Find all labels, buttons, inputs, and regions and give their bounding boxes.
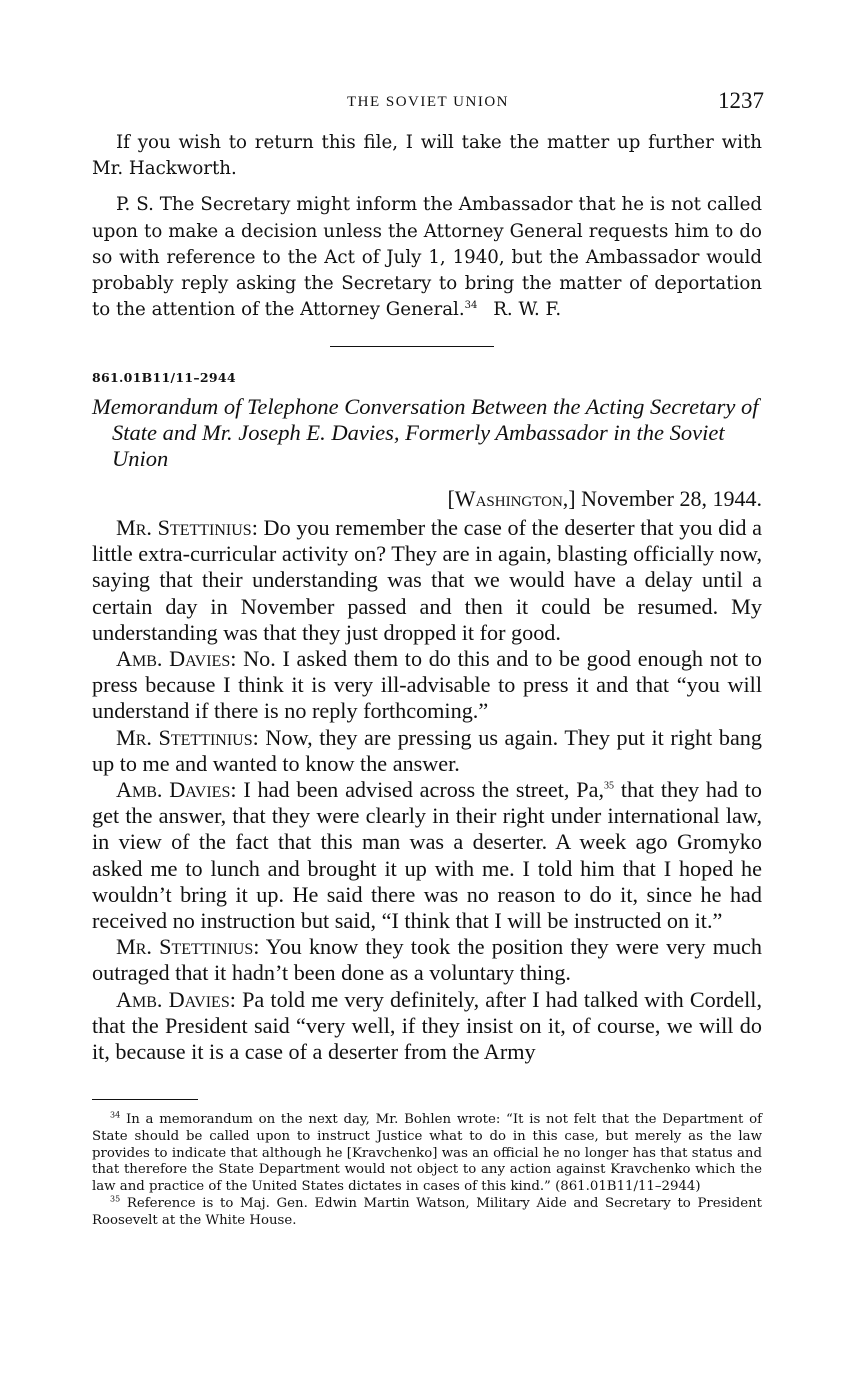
file-number: 861.01B11/11–2944 (92, 370, 236, 385)
paragraph-return-file: If you wish to return this file, I will take the matter up further with Mr. Hackworth. (92, 132, 762, 180)
postscript-text: P. S. The Secretary might inform the Ambassador that he is not called upon to make a decision unless the Attorney General requests him to do so with reference to the Act of July 1, 1940, but the Ambassador would probably reply asking the Secretary to bring the matter of deportation to the attention of the Attorney General. (92, 194, 762, 321)
page-header (92, 88, 764, 118)
exchange-text: No. I asked them to do this and to be good enough not to press because I think it is very ill-advisable to press it and that “you will understand if there is no reply forthcoming.” (92, 646, 762, 724)
dateline-place: [Washington,] (447, 486, 576, 511)
speaker-name: Mr. Stettinius (116, 724, 253, 750)
speaker-name: Mr. Stettinius (116, 934, 254, 960)
dateline-date: November 28, 1944. (581, 486, 762, 511)
conversation-transcript (92, 515, 762, 1065)
dateline (447, 486, 762, 512)
section-divider (330, 346, 494, 347)
footnote-number: 35 (110, 1194, 121, 1204)
speaker-name: Amb. Davies (116, 646, 231, 672)
exchange-text: Now, they are pressing us again. They put it right bang up to me and wanted to know the answer. (92, 724, 762, 776)
speaker-name: Amb. Davies (116, 986, 230, 1012)
opening-text (92, 130, 762, 323)
footnote-35 (92, 1196, 762, 1230)
exchange-text: I had been advised across the street, Pa, (243, 777, 604, 803)
exchange-paragraph: Amb. Davies: Pa told me very definitely, after I had talked with Cordell, that the President said “very well, if they insist on it, of course, we will do it, because it is a case of a deserter from the Army (92, 986, 762, 1065)
footnote-34 (92, 1112, 762, 1196)
exchange-paragraph: Amb. Davies: I had been advised across the street, Pa,$^{35}$ that they had to get the answer, that they were clearly in their right under international law, in view of the fact that this man was a deserter. A week ago Gromyko asked me to lunch and brought it up with me. I told him that I hoped he wouldn’t bring it up. He said there was no reason to do it, since he had received no instruction but said, “I think that I will be instructed on it.” (92, 777, 763, 934)
signature-initials: R. W. F. (493, 299, 562, 321)
speaker-name: Amb. Davies (116, 777, 231, 803)
exchange-paragraph: Amb. Davies: No. I asked them to do this and to be good enough not to press because I think it is very ill-advisable to press it and that “you will understand if there is no reply forthcoming.” (92, 646, 762, 724)
running-title: THE SOVIET UNION (346, 94, 510, 110)
postscript-paragraph (92, 192, 762, 323)
document-title: Memorandum of Telephone Conversation Between the Acting Secretary of State and Mr. Joseph E. Davies, Formerly Ambassador in the Soviet Union (92, 394, 759, 471)
footnote-text: In a memorandum on the next day, Mr. Bohlen wrote: “It is not felt that the Department of State should be called upon to instruct Justice what to do in this case, but merely as the law provides to indicate that although he [Kravchenko] was an official he no longer has that status and that therefore the State Department would not object to any action against Kravchenko which the law and practice of the United States dictates in cases of this kind.” (861.01B11/11–2944) (92, 1112, 763, 1195)
footnote-number: 34 (110, 1110, 121, 1120)
exchange-paragraph: Mr. Stettinius: Now, they are pressing us again. They put it right bang up to me and wanted to know the answer. (92, 724, 762, 776)
exchange-text: Pa told me very definitely, after I had talked with Cordell, that the President said “very well, if they insist on it, of course, we will do it, because it is a case of a deserter from the Army (92, 986, 762, 1065)
footnotes (92, 1112, 762, 1230)
exchange-paragraph: Mr. Stettinius: Do you remember the case of the deserter that you did a little extra-curricular activity on? They are in again, blasting officially now, saying that their understanding was that we would have a delay until a certain day in November passed and then it could be resumed. My understanding was that they just dropped it for good. (92, 515, 762, 645)
exchange-paragraph: Mr. Stettinius: You know they took the position they were very much outraged that it hadn’t been done as a voluntary thing. (92, 934, 762, 986)
exchange-text-continued: that they had to get the answer, that they were clearly in their right under international law, in view of the fact that this man was a deserter. A week ago Gromyko asked me to lunch and brought it up with me. I told him that I hoped he wouldn’t bring it up. He said there was no reason to do it, since he had received no instruction but said, “I think that I will be instructed on it.” (92, 777, 763, 934)
footnote-text: Reference is to Maj. Gen. Edwin Martin Watson, Military Aide and Secretary to President Roosevelt at the White House. (92, 1195, 762, 1228)
page-number: 1237 (718, 88, 764, 113)
footnote-ref-35: 35 (604, 780, 614, 792)
footnote-divider (92, 1099, 198, 1100)
footnote-ref-34: 34 (464, 300, 478, 312)
exchange-text: You know they took the position they were very much outraged that it hadn’t been done as a voluntary thing. (92, 934, 762, 986)
exchange-text: Do you remember the case of the deserter that you did a little extra-curricular activity on? They are in again, blasting officially now, saying that their understanding was that we would have a delay until a certain day in November passed and then it could be resumed. My understanding was that they just dropped it for good. (92, 515, 762, 645)
speaker-name: Mr. Stettinius (116, 515, 252, 540)
